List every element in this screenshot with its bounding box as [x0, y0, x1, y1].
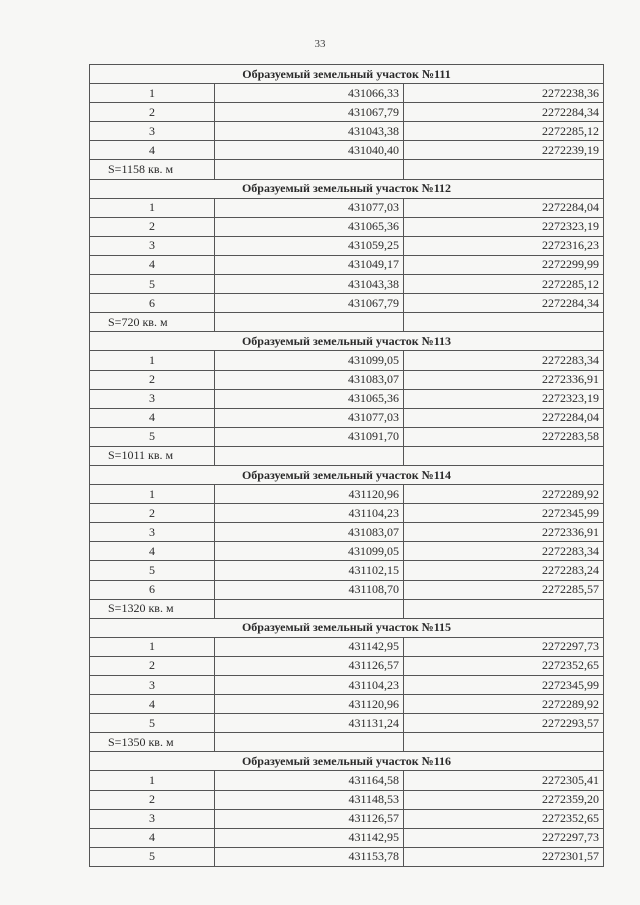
- y-coordinate: 2272352,65: [404, 809, 604, 828]
- y-coordinate: 2272289,92: [404, 695, 604, 714]
- x-coordinate: 431077,03: [215, 198, 404, 217]
- point-number: 1: [90, 637, 215, 656]
- x-coordinate: 431104,23: [215, 676, 404, 695]
- point-number: 5: [90, 847, 215, 866]
- x-coordinate: 431077,03: [215, 408, 404, 427]
- point-row: [90, 255, 604, 274]
- point-number: 2: [90, 370, 215, 389]
- parcel-coordinates-table: [89, 64, 604, 867]
- point-number: 3: [90, 122, 215, 141]
- point-row: [90, 561, 604, 580]
- parcel-title: Образуемый земельный участок №116: [90, 752, 604, 771]
- y-coordinate: 2272323,19: [404, 389, 604, 408]
- parcel-header-row: [90, 65, 604, 84]
- empty-cell: [215, 733, 404, 752]
- y-coordinate: 2272284,04: [404, 408, 604, 427]
- point-row: [90, 122, 604, 141]
- point-row: [90, 275, 604, 294]
- point-number: 6: [90, 580, 215, 599]
- parcel-header-row: [90, 752, 604, 771]
- point-number: 5: [90, 561, 215, 580]
- parcel-area: S=1350 кв. м: [90, 733, 215, 752]
- point-number: 3: [90, 236, 215, 255]
- y-coordinate: 2272336,91: [404, 370, 604, 389]
- area-row: [90, 313, 604, 332]
- y-coordinate: 2272283,34: [404, 542, 604, 561]
- empty-cell: [215, 160, 404, 179]
- y-coordinate: 2272297,73: [404, 828, 604, 847]
- y-coordinate: 2272289,92: [404, 485, 604, 504]
- y-coordinate: 2272283,24: [404, 561, 604, 580]
- parcel-header-row: [90, 179, 604, 198]
- point-row: [90, 217, 604, 236]
- parcel-header-row: [90, 465, 604, 484]
- point-row: [90, 485, 604, 504]
- point-number: 1: [90, 198, 215, 217]
- point-row: [90, 236, 604, 255]
- x-coordinate: 431164,58: [215, 771, 404, 790]
- empty-cell: [404, 313, 604, 332]
- point-row: [90, 790, 604, 809]
- point-number: 2: [90, 217, 215, 236]
- page-number: 33: [314, 38, 326, 50]
- x-coordinate: 431102,15: [215, 561, 404, 580]
- point-number: 4: [90, 408, 215, 427]
- point-row: [90, 828, 604, 847]
- x-coordinate: 431065,36: [215, 217, 404, 236]
- y-coordinate: 2272359,20: [404, 790, 604, 809]
- y-coordinate: 2272284,34: [404, 294, 604, 313]
- y-coordinate: 2272301,57: [404, 847, 604, 866]
- x-coordinate: 431091,70: [215, 427, 404, 446]
- empty-cell: [215, 446, 404, 465]
- x-coordinate: 431142,95: [215, 637, 404, 656]
- y-coordinate: 2272285,57: [404, 580, 604, 599]
- point-row: [90, 294, 604, 313]
- parcel-title: Образуемый земельный участок №113: [90, 332, 604, 351]
- point-row: [90, 504, 604, 523]
- parcel-area: S=1158 кв. м: [90, 160, 215, 179]
- point-row: [90, 523, 604, 542]
- y-coordinate: 2272352,65: [404, 656, 604, 675]
- y-coordinate: 2272285,12: [404, 275, 604, 294]
- parcel-title: Образуемый земельный участок №115: [90, 618, 604, 637]
- point-number: 4: [90, 255, 215, 274]
- x-coordinate: 431099,05: [215, 542, 404, 561]
- parcel-title: Образуемый земельный участок №111: [90, 65, 604, 84]
- point-row: [90, 847, 604, 866]
- x-coordinate: 431083,07: [215, 370, 404, 389]
- point-row: [90, 676, 604, 695]
- parcel-area: S=1320 кв. м: [90, 599, 215, 618]
- y-coordinate: 2272345,99: [404, 504, 604, 523]
- point-number: 2: [90, 656, 215, 675]
- point-row: [90, 103, 604, 122]
- point-number: 3: [90, 809, 215, 828]
- point-row: [90, 370, 604, 389]
- empty-cell: [404, 599, 604, 618]
- point-number: 4: [90, 695, 215, 714]
- point-row: [90, 580, 604, 599]
- x-coordinate: 431104,23: [215, 504, 404, 523]
- point-number: 1: [90, 485, 215, 504]
- x-coordinate: 431065,36: [215, 389, 404, 408]
- point-number: 1: [90, 771, 215, 790]
- empty-cell: [404, 733, 604, 752]
- x-coordinate: 431043,38: [215, 122, 404, 141]
- point-row: [90, 408, 604, 427]
- point-number: 5: [90, 275, 215, 294]
- point-row: [90, 771, 604, 790]
- point-row: [90, 714, 604, 733]
- point-number: 1: [90, 351, 215, 370]
- point-row: [90, 427, 604, 446]
- table-body: [90, 65, 604, 867]
- x-coordinate: 431043,38: [215, 275, 404, 294]
- y-coordinate: 2272336,91: [404, 523, 604, 542]
- parcel-area: S=1011 кв. м: [90, 446, 215, 465]
- y-coordinate: 2272299,99: [404, 255, 604, 274]
- x-coordinate: 431142,95: [215, 828, 404, 847]
- y-coordinate: 2272323,19: [404, 217, 604, 236]
- point-number: 2: [90, 504, 215, 523]
- x-coordinate: 431120,96: [215, 485, 404, 504]
- x-coordinate: 431066,33: [215, 84, 404, 103]
- point-row: [90, 637, 604, 656]
- parcel-header-row: [90, 332, 604, 351]
- point-row: [90, 351, 604, 370]
- empty-cell: [404, 160, 604, 179]
- point-row: [90, 695, 604, 714]
- parcel-area: S=720 кв. м: [90, 313, 215, 332]
- point-number: 4: [90, 141, 215, 160]
- y-coordinate: 2272283,34: [404, 351, 604, 370]
- point-row: [90, 542, 604, 561]
- x-coordinate: 431131,24: [215, 714, 404, 733]
- point-number: 5: [90, 427, 215, 446]
- x-coordinate: 431153,78: [215, 847, 404, 866]
- empty-cell: [404, 446, 604, 465]
- y-coordinate: 2272345,99: [404, 676, 604, 695]
- point-number: 2: [90, 103, 215, 122]
- area-row: [90, 599, 604, 618]
- x-coordinate: 431067,79: [215, 294, 404, 313]
- y-coordinate: 2272284,04: [404, 198, 604, 217]
- y-coordinate: 2272293,57: [404, 714, 604, 733]
- point-number: 4: [90, 542, 215, 561]
- y-coordinate: 2272239,19: [404, 141, 604, 160]
- y-coordinate: 2272238,36: [404, 84, 604, 103]
- parcel-title: Образуемый земельный участок №112: [90, 179, 604, 198]
- x-coordinate: 431108,70: [215, 580, 404, 599]
- point-number: 2: [90, 790, 215, 809]
- x-coordinate: 431126,57: [215, 809, 404, 828]
- point-row: [90, 389, 604, 408]
- x-coordinate: 431126,57: [215, 656, 404, 675]
- point-row: [90, 198, 604, 217]
- x-coordinate: 431148,53: [215, 790, 404, 809]
- x-coordinate: 431120,96: [215, 695, 404, 714]
- x-coordinate: 431083,07: [215, 523, 404, 542]
- area-row: [90, 733, 604, 752]
- point-number: 3: [90, 389, 215, 408]
- x-coordinate: 431067,79: [215, 103, 404, 122]
- point-row: [90, 809, 604, 828]
- y-coordinate: 2272285,12: [404, 122, 604, 141]
- empty-cell: [215, 313, 404, 332]
- point-number: 4: [90, 828, 215, 847]
- empty-cell: [215, 599, 404, 618]
- point-number: 6: [90, 294, 215, 313]
- y-coordinate: 2272297,73: [404, 637, 604, 656]
- x-coordinate: 431040,40: [215, 141, 404, 160]
- x-coordinate: 431049,17: [215, 255, 404, 274]
- point-number: 3: [90, 523, 215, 542]
- y-coordinate: 2272283,58: [404, 427, 604, 446]
- x-coordinate: 431059,25: [215, 236, 404, 255]
- area-row: [90, 160, 604, 179]
- y-coordinate: 2272316,23: [404, 236, 604, 255]
- point-row: [90, 141, 604, 160]
- area-row: [90, 446, 604, 465]
- x-coordinate: 431099,05: [215, 351, 404, 370]
- point-number: 3: [90, 676, 215, 695]
- parcel-title: Образуемый земельный участок №114: [90, 465, 604, 484]
- y-coordinate: 2272284,34: [404, 103, 604, 122]
- point-row: [90, 84, 604, 103]
- point-number: 5: [90, 714, 215, 733]
- y-coordinate: 2272305,41: [404, 771, 604, 790]
- point-number: 1: [90, 84, 215, 103]
- parcel-header-row: [90, 618, 604, 637]
- point-row: [90, 656, 604, 675]
